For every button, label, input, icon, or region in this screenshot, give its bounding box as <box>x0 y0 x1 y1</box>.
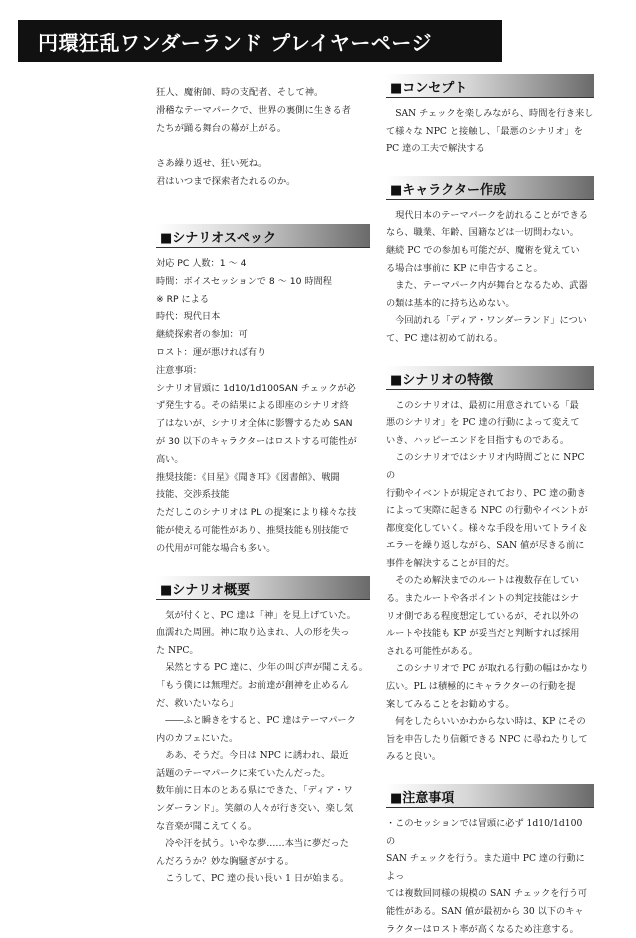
concept-line: て様々な NPC と接触し、「最悪のシナリオ」を <box>386 125 583 137</box>
overview-line: 「もう僕には無理だ。お前達が創神を止めるん <box>156 679 349 691</box>
title-banner <box>18 20 502 62</box>
spec-line: 注意事項： <box>156 364 202 376</box>
overview-line: 冷や汗を拭う。いやな夢……本当に夢だった <box>165 838 349 850</box>
features-line: 悪のシナリオ」を PC 達の行動によって変えて <box>386 417 580 429</box>
features-line: リオ側である程度想定しているが、それ以外の <box>386 610 579 622</box>
character-line: の類は基本的に持ち込めない。 <box>386 297 515 309</box>
section-heading-overview: ■シナリオ概要 <box>156 576 370 600</box>
features-line: 都度変化していく。様々な手段を用いてトライ＆ <box>386 522 588 534</box>
overview-line: ンダーランド」。笑顔の人々が行き交い、楽し気 <box>156 803 354 815</box>
concept-line: SAN チェックを楽しみながら、時間を行き来し <box>395 108 594 119</box>
right-column <box>386 74 594 938</box>
section-heading-concept: ■コンセプト <box>386 74 594 98</box>
concept-body <box>386 105 594 158</box>
intro-line: 君はいつまで探索者たれるのか。 <box>156 176 296 187</box>
features-line: される可能性がある。 <box>386 645 478 657</box>
features-line: 広い。PL は積極的にキャラクターの行動を提 <box>386 681 576 693</box>
spec-line: 時間：ボイスセッションで 8 ～ 10 時間程 <box>156 275 332 287</box>
features-line: 事件を解決することが目的だ。 <box>386 557 515 569</box>
overview-line: こうして、PC 達の長い長い 1 日が始まる。 <box>165 873 350 885</box>
intro-line: さあ繰り返せ、狂い死ね。 <box>156 158 268 169</box>
features-line: このシナリオは、最初に用意されている「最 <box>395 399 579 411</box>
notes-line: ラクターはロスト率が高くなるため注意する。 <box>386 923 579 935</box>
overview-line: ――ふと瞬きをすると、PC 達はテーマパーク <box>165 715 356 727</box>
intro-line: たちが踊る舞台の幕が上がる。 <box>156 123 287 134</box>
features-line: このシナリオではシナリオ内時間ごとに NPC の <box>386 452 585 481</box>
spec-line: 継続探索者の参加：可 <box>156 329 248 341</box>
overview-line: 血濡れた周囲。神に取り込まれ、人の形を失っ <box>156 627 350 639</box>
overview-line: んだろうか？妙な胸騒ぎがする。 <box>156 855 294 867</box>
overview-line: 気が付くと、PC 達は「神」を見上げていた。 <box>165 609 356 621</box>
overview-line: な音楽が聞こえてくる。 <box>156 820 258 832</box>
intro-text <box>156 84 370 191</box>
character-body <box>386 207 594 348</box>
spec-line: 了はないが、シナリオ全体に影響するため SAN <box>156 418 353 430</box>
section-heading-notes: ■注意事項 <box>386 784 594 808</box>
features-line: エラーを繰り返しながら、SAN 値が尽きる前に <box>386 540 585 552</box>
character-line: 現代日本のテーマパークを訪れることができる <box>395 209 589 221</box>
overview-line: だ、救いたいなら」 <box>156 697 239 709</box>
spec-line: 時代：現代日本 <box>156 311 221 323</box>
features-line: いき、ハッピーエンドを目指すものである。 <box>386 434 570 446</box>
spec-line: 能が使える可能性があり、推奨技能も別技能で <box>156 524 349 536</box>
features-line: 何をしたらいいかわからない時は、KP にその <box>395 716 586 728</box>
overview-line: ああ、そうだ。今日は NPC に誘われ、最近 <box>165 750 349 762</box>
section-heading-spec: ■シナリオスペック <box>156 224 370 248</box>
features-line: そのため解決までのルートは複数存在してい <box>395 575 579 587</box>
overview-body <box>156 607 370 889</box>
notes-line: ては複数回同様の規模の SAN チェックを行う可 <box>386 888 588 900</box>
spec-line: シナリオ冒頭に 1d10/1d100SAN チェックが必 <box>156 382 356 394</box>
spec-line: 対応 PC 人数：1 ～ 4 <box>156 258 247 269</box>
page-title: 円環狂乱ワンダーランド プレイヤーページ <box>38 31 432 55</box>
features-line: このシナリオで PC が取れる行動の幅はかなり <box>395 663 589 675</box>
character-line: また、テーマパーク内が舞台となるため、武器 <box>395 280 588 292</box>
character-line: 継続 PC での参加も可能だが、魔術を覚えてい <box>386 244 580 256</box>
character-line: る場合は事前に KP に申告すること。 <box>386 262 543 274</box>
intro-line: 滑稽なテーマパークで、世界の裏側に生きる者 <box>156 105 351 116</box>
overview-line: た NPC。 <box>156 644 199 656</box>
spec-line: ロスト：運が悪ければ有り <box>156 346 267 358</box>
spec-line: ※ RP による <box>156 293 210 305</box>
spec-line: 推奨技能：《目星》《聞き耳》《図書館》、戦闘 <box>156 471 340 483</box>
features-line: みると良い。 <box>386 751 442 763</box>
spec-line: の代用が可能な場合も多い。 <box>156 542 276 554</box>
features-line: 旨を申告したり信頼できる NPC に尋ねたりして <box>386 733 588 745</box>
character-line: て、PC 達は初めて訪れる。 <box>386 332 504 344</box>
notes-line: SAN チェックを行う。また道中 PC 達の行動によっ <box>386 853 585 882</box>
features-line: ルートや技能も KP が妥当だと判断すれば採用 <box>386 628 580 640</box>
spec-line: ただしこのシナリオは PL の提案により様々な技 <box>156 507 357 519</box>
features-line: 案してみることをお勧めする。 <box>386 698 515 710</box>
overview-line: 内のカフェにいた。 <box>156 732 239 744</box>
intro-line: 狂人、魔術師、時の支配者、そして神。 <box>156 87 324 98</box>
spec-line: 技能、交渉系技能 <box>156 489 230 501</box>
overview-line: 話題のテーマパークに来ていたんだった。 <box>156 767 331 779</box>
overview-line: 数年前に日本のとある県にできた、「ディア・ワ <box>156 785 353 797</box>
spec-line: が 30 以下のキャラクターはロストする可能性が <box>156 435 357 447</box>
concept-line: PC 達の工夫で解決する <box>386 143 485 155</box>
overview-line: 呆然とする PC 達に、少年の叫び声が聞こえる。 <box>165 662 368 674</box>
spec-line: 高い。 <box>156 453 184 465</box>
features-line: る。またルートや各ポイントの判定技能はシナ <box>386 593 579 605</box>
character-line: 今回訪れる「ディア・ワンダーランド」につい <box>395 315 587 327</box>
section-heading-character: ■キャラクター作成 <box>386 176 594 200</box>
features-line: 行動やイベントが規定されており、PC 達の動き <box>386 487 586 499</box>
spec-body <box>156 255 370 558</box>
features-body <box>386 397 594 766</box>
features-line: によって実際に起きる NPC の行動やイベントが <box>386 505 588 517</box>
notes-body <box>386 815 594 938</box>
notes-line: ・このセッションでは冒頭に必ず 1d10/1d100 の <box>386 818 583 847</box>
character-line: なら、職業、年齢、国籍などは一切問わない。 <box>386 227 579 239</box>
spec-line: ず発生する。その結果による即座のシナリオ終 <box>156 400 349 412</box>
left-column <box>156 84 370 888</box>
section-heading-features: ■シナリオの特徴 <box>386 366 594 390</box>
notes-line: 能性がある。SAN 値が最初から 30 以下のキャ <box>386 905 584 917</box>
